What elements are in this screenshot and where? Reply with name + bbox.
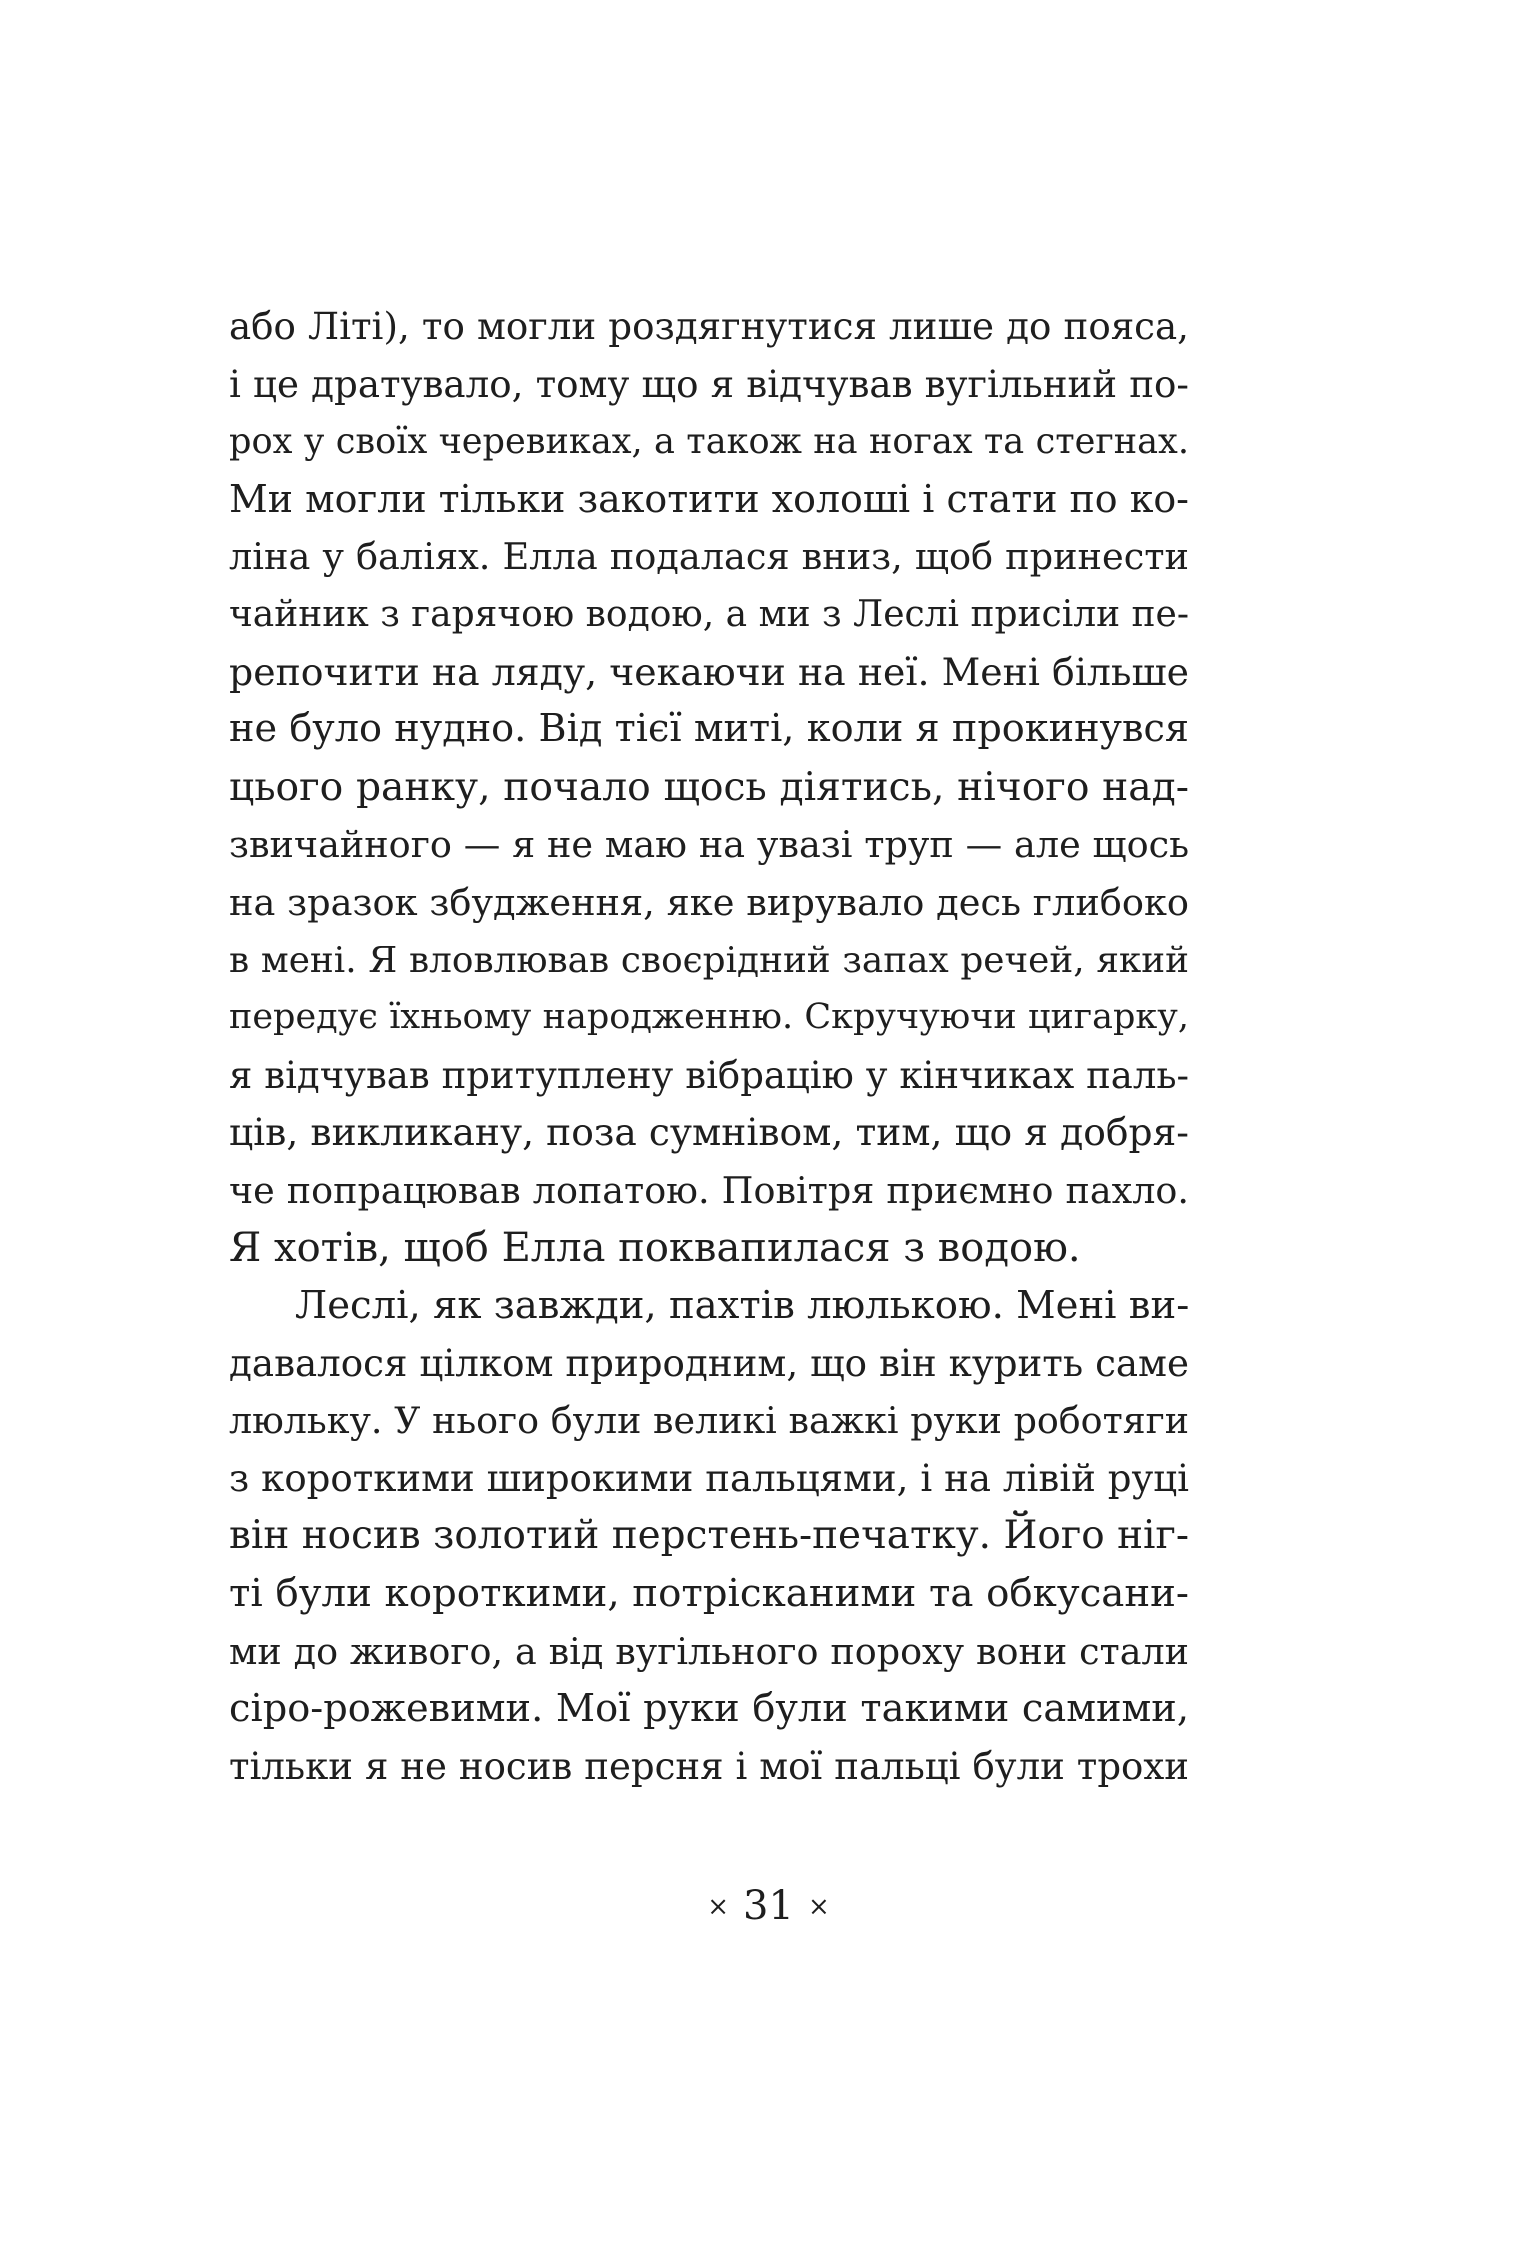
text-line: чайник з гарячою водою, а ми з Леслі присіли пе- (229, 593, 1189, 635)
ornament-cross-icon: × (807, 1892, 830, 1922)
text-line: давалося цілком природним, що він курить саме (229, 1340, 1189, 1385)
text-line: не було нудно. Від тієї миті, коли я прокинувся (229, 707, 1189, 752)
text-line: Леслі, як завжди, пахтів люлькою. Мені ви- (295, 1283, 1190, 1329)
text-line: з короткими широкими пальцями, і на лівій руці (229, 1456, 1189, 1500)
page-number: 31 (743, 1883, 794, 1929)
text-line: ми до живого, а від вугільного пороху вони стали (229, 1629, 1189, 1673)
text-line: я відчував притуплену вібрацію у кінчиках паль- (229, 1053, 1189, 1097)
body-text (229, 298, 1189, 1795)
text-line: че попрацював лопатою. Повітря приємно пахло. (229, 1168, 1189, 1212)
page-number-footer (0, 1878, 1537, 1935)
text-line: Ми могли тільки закотити холоші і стати по ко- (229, 476, 1189, 521)
text-line: цього ранку, почало щось діятись, нічого над- (229, 764, 1189, 810)
ornament-cross-icon: × (707, 1892, 730, 1922)
text-line: або Літі), то могли роздягнутися лише до пояса, (229, 304, 1189, 348)
text-line: передує їхньому народженню. Скручуючи цигарку, (229, 997, 1189, 1038)
text-line: ті були короткими, потрісканими та обкусани- (229, 1571, 1189, 1617)
text-line: звичайного — я не маю на увазі труп — але щось (229, 823, 1189, 867)
text-line: ліна у баліях. Елла подалася вниз, щоб принести (229, 535, 1189, 579)
text-line: і це дратувало, тому що я відчував вугільний по- (229, 361, 1189, 406)
text-line: ців, викликану, поза сумнівом, тим, що я добря- (229, 1110, 1189, 1155)
text-line: репочити на ляду, чекаючи на неї. Мені більше (229, 649, 1189, 694)
text-line: тільки я не носив персня і мої пальці були трохи (229, 1744, 1189, 1788)
text-line: рох у своїх черевиках, а також на ногах та стегнах. (229, 421, 1189, 463)
text-line: сіро-рожевими. Мої руки були такими самими, (229, 1686, 1189, 1732)
text-line: люльку. У нього були великі важкі руки роботяги (229, 1399, 1189, 1443)
text-line: на зразок збудження, яке вирувало десь глибоко (229, 880, 1189, 924)
text-line: він носив золотий перстень-печатку. Його ніг- (229, 1513, 1189, 1559)
text-line: в мені. Я вловлював своєрідний запах речей, який (229, 939, 1189, 981)
text-line: Я хотів, щоб Елла поквапилася з водою. (229, 1224, 1081, 1271)
